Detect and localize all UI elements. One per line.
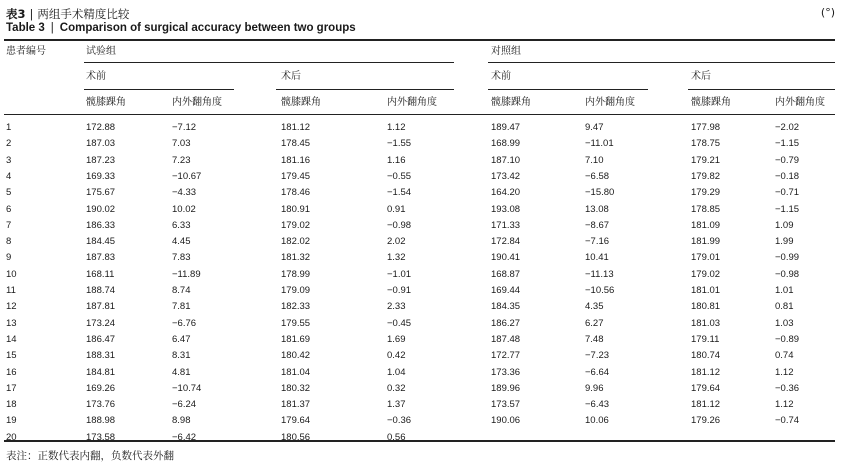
phase-rule-trial-post xyxy=(276,89,454,90)
table-label-en: Table 3 xyxy=(6,22,45,34)
patient-id-cell: 16 xyxy=(6,367,17,378)
table-cell: 1.04 xyxy=(387,367,406,378)
table-cell: 179.02 xyxy=(691,269,721,280)
table-cell: 9.96 xyxy=(585,383,604,394)
patient-id-cell: 13 xyxy=(6,318,17,329)
table-title-en xyxy=(6,22,356,34)
header-bottom-rule xyxy=(4,114,835,115)
table-cell: 181.99 xyxy=(691,236,721,247)
table-cell: 6.33 xyxy=(172,220,191,231)
table-cell: −11.01 xyxy=(585,138,614,149)
table-cell: 177.98 xyxy=(691,122,721,133)
table-cell: 179.26 xyxy=(691,415,721,426)
patient-id-cell: 3 xyxy=(6,155,12,166)
table-cell: −10.74 xyxy=(172,383,202,394)
table-cell: −1.15 xyxy=(775,204,800,215)
table-cell: −11.13 xyxy=(585,269,614,280)
table-cell: 181.12 xyxy=(691,367,721,378)
table-cell: 0.42 xyxy=(387,350,406,361)
table-cell: 7.03 xyxy=(172,138,191,149)
table-cell: 180.32 xyxy=(281,383,311,394)
table-cell: −1.01 xyxy=(387,269,412,280)
patient-id-cell: 7 xyxy=(6,220,12,231)
table-cell: 193.08 xyxy=(491,204,521,215)
phase-header: 术后 xyxy=(691,71,711,82)
table-caption-cn: 两组手术精度比较 xyxy=(37,7,130,21)
table-cell: 178.45 xyxy=(281,138,311,149)
table-cell: 187.83 xyxy=(86,252,116,263)
table-cell: 173.24 xyxy=(86,318,116,329)
patient-id-cell: 18 xyxy=(6,399,17,410)
table-cell: −7.12 xyxy=(172,122,197,133)
patient-id-header: 患者编号 xyxy=(6,46,46,57)
table-cell: 1.99 xyxy=(775,236,794,247)
table-cell: 1.09 xyxy=(775,220,794,231)
measure-header: 髋膝踝角 xyxy=(691,97,731,108)
table-cell: −1.54 xyxy=(387,187,412,198)
table-cell: 1.03 xyxy=(775,318,794,329)
table-cell: −7.23 xyxy=(585,350,610,361)
table-cell: 180.81 xyxy=(691,301,721,312)
table-cell: 182.33 xyxy=(281,301,311,312)
table-cell: 9.47 xyxy=(585,122,604,133)
table-cell: −1.15 xyxy=(775,138,800,149)
table-cell: −0.79 xyxy=(775,155,800,166)
table-cell: 172.84 xyxy=(491,236,521,247)
table-cell: −0.55 xyxy=(387,171,412,182)
table-cell: 179.09 xyxy=(281,285,311,296)
table-cell: 0.81 xyxy=(775,301,794,312)
table-cell: 179.02 xyxy=(281,220,311,231)
table-cell: 0.56 xyxy=(387,432,406,443)
table-cell: 187.10 xyxy=(491,155,521,166)
table-cell: 189.47 xyxy=(491,122,521,133)
unit-label: (°) xyxy=(820,6,835,19)
patient-id-cell: 9 xyxy=(6,252,12,263)
table-cell: 178.99 xyxy=(281,269,311,280)
patient-id-cell: 15 xyxy=(6,350,17,361)
table-cell: 1.32 xyxy=(387,252,406,263)
table-cell: 190.41 xyxy=(491,252,521,263)
table-cell: 13.08 xyxy=(585,204,609,215)
table-cell: 7.10 xyxy=(585,155,604,166)
patient-id-cell: 20 xyxy=(6,432,17,443)
table-cell: 7.83 xyxy=(172,252,191,263)
table-cell: 180.91 xyxy=(281,204,311,215)
table-cell: −10.67 xyxy=(172,171,202,182)
patient-id-cell: 19 xyxy=(6,415,17,426)
table-cell: 187.48 xyxy=(491,334,521,345)
table-cell: 0.91 xyxy=(387,204,406,215)
table-caption-en: Comparison of surgical accuracy between two groups xyxy=(59,22,356,34)
measure-header: 髋膝踝角 xyxy=(281,97,321,108)
table-cell: 181.09 xyxy=(691,220,721,231)
table-cell: −0.98 xyxy=(775,269,800,280)
patient-id-cell: 12 xyxy=(6,301,17,312)
table-cell: 173.58 xyxy=(86,432,116,443)
table-cell: −0.91 xyxy=(387,285,412,296)
patient-id-cell: 8 xyxy=(6,236,12,247)
table-cell: 181.37 xyxy=(281,399,311,410)
table-cell: 184.35 xyxy=(491,301,521,312)
patient-id-cell: 10 xyxy=(6,269,17,280)
table-cell: 1.12 xyxy=(775,399,794,410)
table-cell: 184.45 xyxy=(86,236,116,247)
table-cell: 178.75 xyxy=(691,138,721,149)
measure-header: 内外翻角度 xyxy=(775,97,825,108)
table-cell: 8.98 xyxy=(172,415,191,426)
table-cell: 180.74 xyxy=(691,350,721,361)
table-cell: 169.33 xyxy=(86,171,116,182)
phase-rule-control-post xyxy=(688,89,835,90)
table-cell: 4.45 xyxy=(172,236,191,247)
table-cell: 182.02 xyxy=(281,236,311,247)
table-cell: 186.33 xyxy=(86,220,116,231)
patient-id-cell: 14 xyxy=(6,334,17,345)
table-cell: −6.64 xyxy=(585,367,610,378)
patient-id-cell: 11 xyxy=(6,285,16,296)
table-cell: 179.64 xyxy=(281,415,311,426)
table-cell: 8.74 xyxy=(172,285,191,296)
table-cell: 175.67 xyxy=(86,187,116,198)
table-cell: 2.33 xyxy=(387,301,406,312)
table-cell: −0.36 xyxy=(387,415,412,426)
table-cell: 168.87 xyxy=(491,269,521,280)
table-cell: 169.44 xyxy=(491,285,521,296)
table-cell: 178.85 xyxy=(691,204,721,215)
table-cell: 181.03 xyxy=(691,318,721,329)
table-cell: 179.21 xyxy=(691,155,721,166)
table-cell: 169.26 xyxy=(86,383,116,394)
measure-header: 内外翻角度 xyxy=(387,97,437,108)
phase-header: 术后 xyxy=(281,71,301,82)
table-cell: 10.06 xyxy=(585,415,609,426)
table-cell: 173.36 xyxy=(491,367,521,378)
table-cell: 181.16 xyxy=(281,155,311,166)
table-cell: 180.56 xyxy=(281,432,311,443)
table-cell: 190.02 xyxy=(86,204,116,215)
table-cell: 188.98 xyxy=(86,415,116,426)
table-cell: 6.27 xyxy=(585,318,604,329)
patient-id-cell: 2 xyxy=(6,138,12,149)
patient-id-cell: 4 xyxy=(6,171,12,182)
phase-rule-control-pre xyxy=(488,89,648,90)
patient-id-cell: 1 xyxy=(6,122,12,133)
top-rule xyxy=(4,39,835,41)
table-cell: 4.35 xyxy=(585,301,604,312)
table-cell: 171.33 xyxy=(491,220,521,231)
table-cell: 1.01 xyxy=(775,285,794,296)
table-cell: 0.74 xyxy=(775,350,794,361)
table-cell: 7.48 xyxy=(585,334,604,345)
table-cell: −1.55 xyxy=(387,138,412,149)
table-cell: 189.96 xyxy=(491,383,521,394)
group-rule-control xyxy=(488,62,835,63)
table-cell: 179.82 xyxy=(691,171,721,182)
group-rule-trial xyxy=(84,62,454,63)
table-cell: 168.99 xyxy=(491,138,521,149)
table-cell: 1.69 xyxy=(387,334,406,345)
table-cell: 188.74 xyxy=(86,285,116,296)
phase-header: 术前 xyxy=(491,71,511,82)
table-cell: −15.80 xyxy=(585,187,615,198)
table-cell: 178.46 xyxy=(281,187,311,198)
table-cell: −6.58 xyxy=(585,171,610,182)
table-title-cn xyxy=(6,6,129,22)
table-cell: 187.23 xyxy=(86,155,116,166)
table-cell: 4.81 xyxy=(172,367,191,378)
patient-id-cell: 6 xyxy=(6,204,12,215)
table-cell: −8.67 xyxy=(585,220,610,231)
table-cell: 173.76 xyxy=(86,399,116,410)
table-cell: 179.29 xyxy=(691,187,721,198)
table-cell: 10.41 xyxy=(585,252,609,263)
table-cell: 181.32 xyxy=(281,252,311,263)
table-cell: 1.12 xyxy=(775,367,794,378)
table-cell: 181.12 xyxy=(281,122,311,133)
table-cell: 0.32 xyxy=(387,383,406,394)
table-cell: 179.45 xyxy=(281,171,311,182)
table-cell: 1.37 xyxy=(387,399,406,410)
table-cell: 172.77 xyxy=(491,350,521,361)
table-cell: −0.74 xyxy=(775,415,800,426)
title-separator: | xyxy=(50,22,54,34)
table-cell: 179.11 xyxy=(691,334,720,345)
table-cell: 188.31 xyxy=(86,350,116,361)
table-cell: 179.64 xyxy=(691,383,721,394)
table-cell: −0.71 xyxy=(775,187,800,198)
table-cell: −0.98 xyxy=(387,220,412,231)
table-cell: 181.69 xyxy=(281,334,311,345)
table-cell: 6.47 xyxy=(172,334,191,345)
table-note: 表注：正数代表内翻，负数代表外翻 xyxy=(6,450,174,462)
table-cell: −6.43 xyxy=(585,399,610,410)
table-cell: 2.02 xyxy=(387,236,406,247)
table-cell: −0.99 xyxy=(775,252,800,263)
table-cell: 190.06 xyxy=(491,415,521,426)
table-cell: 164.20 xyxy=(491,187,521,198)
table-cell: −6.76 xyxy=(172,318,197,329)
title-separator: | xyxy=(29,7,34,21)
table-cell: −0.45 xyxy=(387,318,412,329)
table-label-cn: 表3 xyxy=(6,7,26,21)
table-cell: 1.12 xyxy=(387,122,406,133)
table-cell: 8.31 xyxy=(172,350,191,361)
measure-header: 内外翻角度 xyxy=(172,97,222,108)
bottom-rule xyxy=(4,440,835,442)
table-cell: −6.24 xyxy=(172,399,197,410)
table-cell: 187.03 xyxy=(86,138,116,149)
table-cell: 179.55 xyxy=(281,318,311,329)
table-cell: 10.02 xyxy=(172,204,196,215)
table-cell: 7.81 xyxy=(172,301,191,312)
table-cell: −0.36 xyxy=(775,383,800,394)
group-header: 试验组 xyxy=(86,46,116,57)
group-header: 对照组 xyxy=(491,46,521,57)
table-cell: −4.33 xyxy=(172,187,197,198)
table-cell: 168.11 xyxy=(86,269,115,280)
table-cell: 179.01 xyxy=(691,252,721,263)
measure-header: 髋膝踝角 xyxy=(86,97,126,108)
table-cell: −6.42 xyxy=(172,432,197,443)
measure-header: 内外翻角度 xyxy=(585,97,635,108)
table-cell: −10.56 xyxy=(585,285,615,296)
measure-header: 髋膝踝角 xyxy=(491,97,531,108)
table-cell: −7.16 xyxy=(585,236,610,247)
table-cell: 186.47 xyxy=(86,334,116,345)
table-cell: 186.27 xyxy=(491,318,521,329)
table-cell: −0.18 xyxy=(775,171,800,182)
patient-id-cell: 17 xyxy=(6,383,17,394)
table-cell: 173.42 xyxy=(491,171,521,182)
table-cell: −0.89 xyxy=(775,334,800,345)
table-cell: −2.02 xyxy=(775,122,800,133)
table-cell: 181.01 xyxy=(691,285,721,296)
table-cell: 7.23 xyxy=(172,155,191,166)
phase-header: 术前 xyxy=(86,71,106,82)
table-cell: −11.89 xyxy=(172,269,201,280)
table-cell: 173.57 xyxy=(491,399,521,410)
table-cell: 181.12 xyxy=(691,399,721,410)
table-cell: 1.16 xyxy=(387,155,406,166)
table-cell: 187.81 xyxy=(86,301,116,312)
table-cell: 181.04 xyxy=(281,367,311,378)
patient-id-cell: 5 xyxy=(6,187,12,198)
phase-rule-trial-pre xyxy=(84,89,234,90)
table-cell: 180.42 xyxy=(281,350,311,361)
table-cell: 184.81 xyxy=(86,367,116,378)
table-cell: 172.88 xyxy=(86,122,116,133)
